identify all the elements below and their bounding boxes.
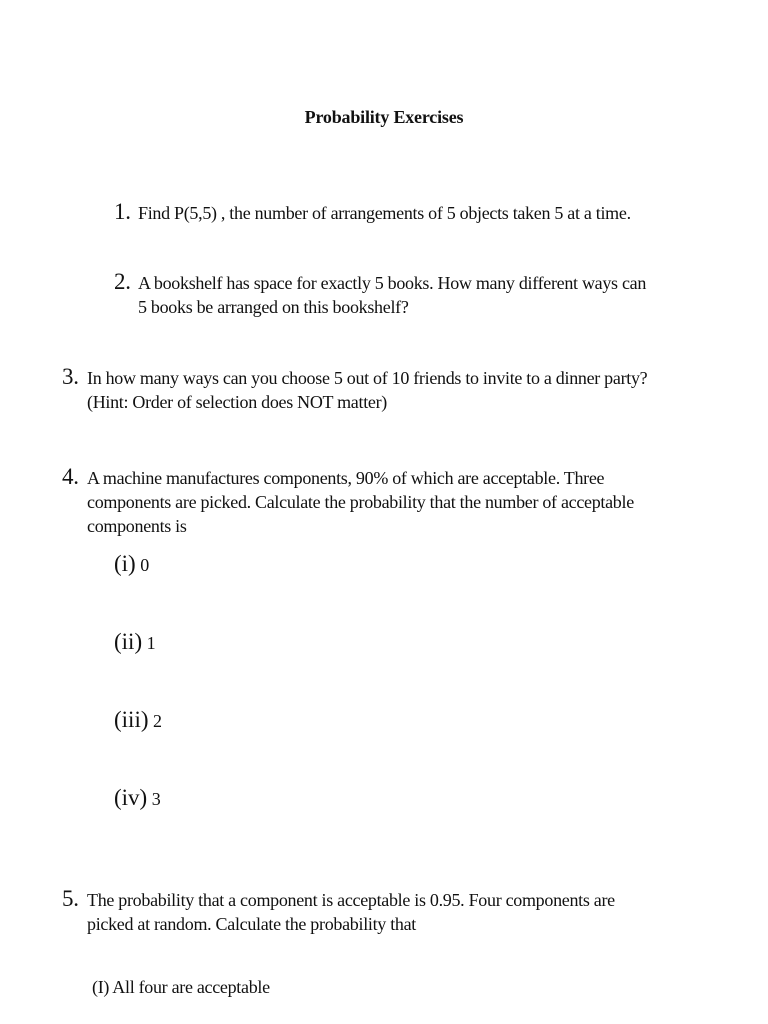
question-line: 5 books be arranged on this bookshelf? [138, 297, 409, 317]
part-label: (I) All four are acceptable [92, 977, 270, 997]
part-label: (iii) [114, 707, 149, 732]
question-text [62, 466, 634, 538]
question-line: components is [87, 516, 187, 536]
question-line: A machine manufactures components, 90% of which are acceptable. Three [87, 468, 605, 488]
part-value: 3 [151, 789, 161, 809]
part-label: (ii) [114, 629, 143, 654]
question-text [62, 888, 615, 936]
question-1 [114, 201, 631, 225]
part-value: 1 [146, 633, 156, 653]
part-value: 0 [140, 555, 150, 575]
question-number: 3. [62, 364, 79, 389]
question-5 [62, 888, 615, 936]
question-line: components are picked. Calculate the probability that the number of acceptable [87, 492, 634, 512]
question-number: 2. [114, 269, 131, 294]
part-label: (iv) [114, 785, 148, 810]
part-value: 2 [153, 711, 162, 731]
question-5-part-I [92, 975, 270, 999]
question-line: The probability that a component is acceptable is 0.95. Four components are [87, 890, 615, 910]
question-line: (Hint: Order of selection does NOT matter) [87, 392, 387, 412]
question-4-part-iv [114, 786, 161, 811]
question-3 [62, 366, 647, 414]
question-4-part-ii [114, 630, 156, 655]
question-text [114, 201, 631, 225]
part-label: (i) [114, 551, 136, 576]
question-line: picked at random. Calculate the probability that [87, 914, 416, 934]
question-number: 4. [62, 464, 79, 489]
question-4 [62, 466, 634, 538]
question-number: 1. [114, 199, 131, 224]
question-line: Find P(5,5) , the number of arrangements of 5 objects taken 5 at a time. [138, 203, 631, 223]
question-4-part-iii [114, 708, 162, 733]
question-line: In how many ways can you choose 5 out of 10 friends to invite to a dinner party? [87, 368, 648, 388]
question-number: 5. [62, 886, 79, 911]
question-4-part-i [114, 552, 149, 577]
question-text [62, 366, 647, 414]
page-title: Probability Exercises [304, 107, 464, 127]
question-line: A bookshelf has space for exactly 5 books. How many different ways can [138, 273, 647, 293]
question-text [114, 271, 646, 319]
question-2 [114, 271, 646, 319]
